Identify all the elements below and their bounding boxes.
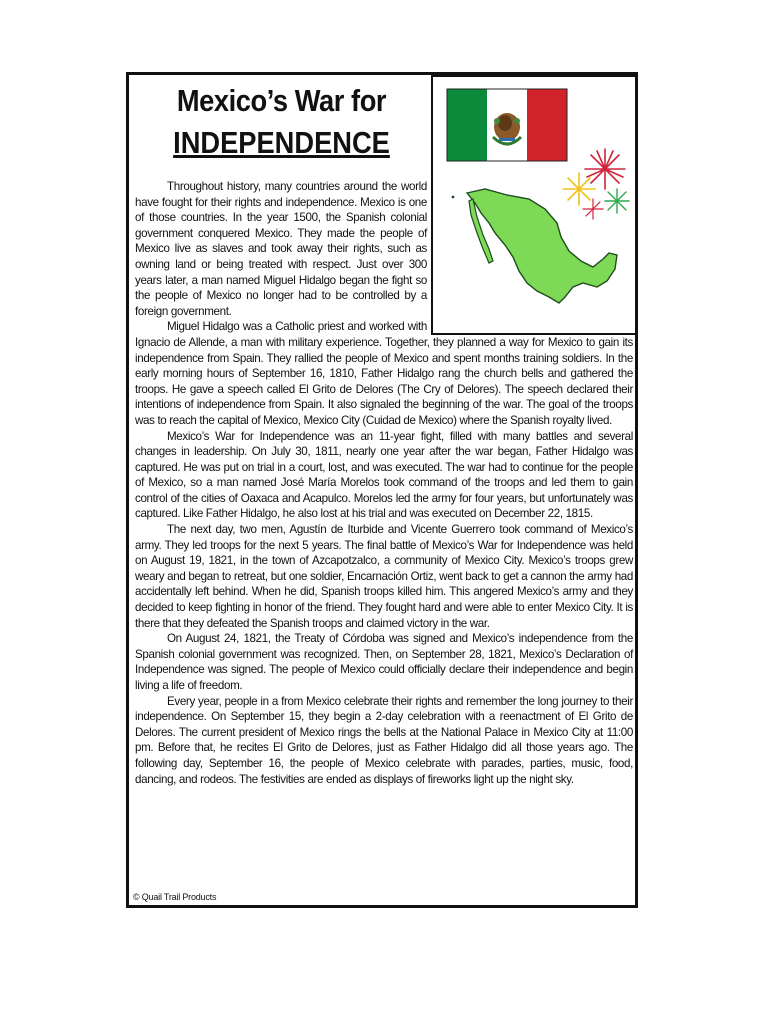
paragraph: The next day, two men, Agustín de Iturbide and Vicente Guerrero took command of Mexico’s army. They led troops for the next 5 years. The final battle of Mexico’s War for Independence was held on August 19, 1821, in the town of Azcapotzalco, a community of Mexico City. Mexico’s troops grew weary and began to retreat, but one soldier, Encarnación Ortiz, went back to get a cannon the army had accidentally left behind. When he did, Spanish troops killed him. This angered Mexico’s army and they decided to keep fighting in honor of the friend. They fought hard and were able to enter Mexico City. It is there that they defeated the Spanish troops and claimed victory in the war. xyxy=(135,523,633,630)
paragraph: Mexico’s War for Independence was an 11-year fight, filled with many battles and several changes in leadership. On July 30, 1811, nearly one year after the war began, Father Hidalgo was captured. He was put on trial in a court, lost, and was executed. The war had to continue for the people of Mexico, so a man named José María Morelos took command of the troops and led them to gain control of the cities of Oaxaca and Acapulco. Morelos led the army for four years, but unfortunately was captured. Like Father Hidalgo, he also lost at his trial and was executed on December 22, 1815. xyxy=(135,429,633,521)
worksheet-page xyxy=(126,72,638,908)
article-body xyxy=(135,179,633,787)
copyright-footer: © Quail Trail Products xyxy=(133,892,217,902)
paragraph: Throughout history, many countries around the world have fought for their rights and independence. Mexico is one of those countries. In the year 1500, the Spanish colonial government conquered Mexico. They made the people of Mexico live as slaves and took away their rights, such as owning land or being treated with respect. Just over 300 years later, a man named Miguel Hidalgo began the fight so the people of Mexico no longer had to be controlled by a foreign government. xyxy=(135,180,427,318)
mexico-flag-icon xyxy=(447,89,567,161)
page-title: Mexico’s War for xyxy=(176,83,387,118)
page-title-subheading: INDEPENDENCE xyxy=(173,125,390,160)
paragraph: Miguel Hidalgo was a Catholic priest and worked with Ignacio de Allende, a man with military experience. Together, they planned a way for Mexico to gain its independence from Spain. They rallied the people of Mexico and spent months training soldiers. In the early morning hours of September 16, 1810, Father Hidalgo rang the church bells and gathered the troops. He gave a speech called El Grito de Delores (The Cry of Delores). The speech declared their intentions of independence from Spain. It also signaled the beginning of the war. The goal of the troops was to reach the capital of Mexico, Mexico City (Cuidad de Mexico) where the Spanish royalty lived. xyxy=(135,320,633,427)
paragraph: On August 24, 1821, the Treaty of Córdoba was signed and Mexico’s independence from the Spanish colonial government was recognized. Then, on September 28, 1821, Mexico’s Declaration of Independence was signed. The people of Mexico could officially declare their independence and begin living a life of freedom. xyxy=(135,632,633,692)
paragraph: Every year, people in a from Mexico celebrate their rights and remember the long journey to their independence. On September 15, they begin a 2-day celebration with a reenactment of El Grito de Delores. The current president of Mexico rings the bells at the National Palace in Mexico City at 11:00 pm. Before that, he recites El Grito de Delores, just as Father Hidalgo did all those years ago. The following day, September 16, the people of Mexico celebrate with parades, parties, music, food, dancing, and rodeos. The festivities are ended as displays of fireworks light up the night sky. xyxy=(135,694,633,786)
